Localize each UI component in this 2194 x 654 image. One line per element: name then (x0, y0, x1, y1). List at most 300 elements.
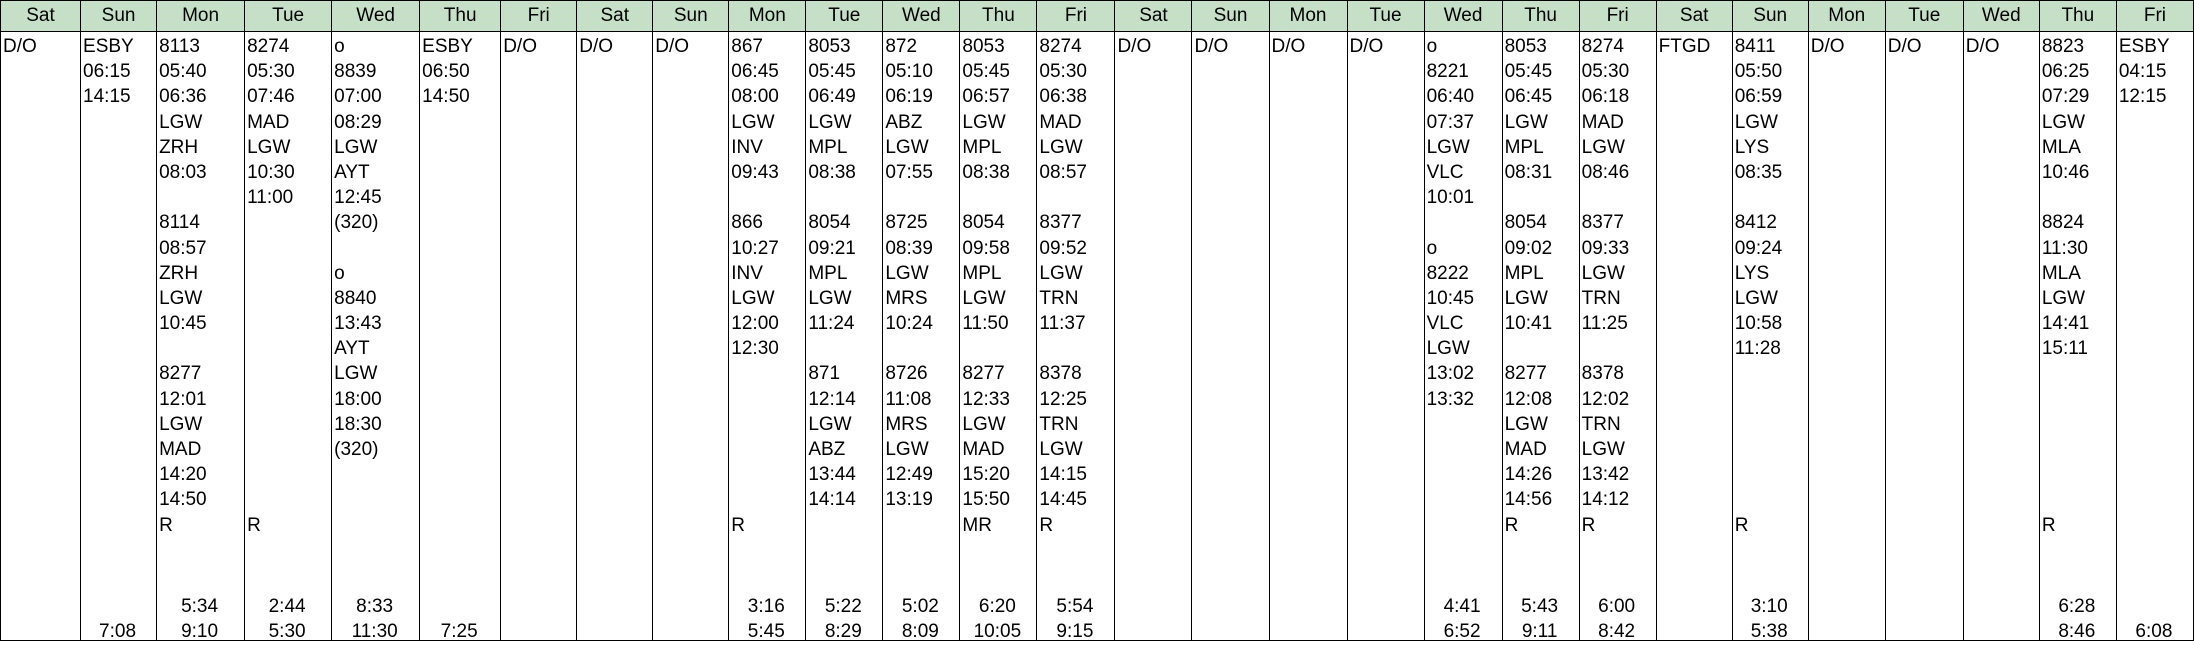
duty-line: 8725 (885, 212, 928, 234)
duty-time-total: 5:45 (747, 621, 785, 642)
day-cell (960, 32, 1037, 641)
duty-line: LGW (1039, 262, 1083, 284)
duty-line: R (2041, 514, 2056, 536)
day-cell (332, 32, 420, 641)
duty-line: 8274 (1039, 36, 1082, 57)
duty-line (1582, 185, 1655, 210)
duty-line (1505, 185, 1578, 210)
duty-line: LGW (2041, 287, 2086, 309)
flight-time-total: 5:54 (1056, 596, 1094, 617)
day-cell (653, 32, 729, 641)
duty-line: LGW (1039, 136, 1083, 158)
duty-line (731, 387, 804, 412)
duty-line: 12:49 (885, 464, 933, 486)
duty-row (1, 32, 2194, 641)
day-cell-content (577, 32, 652, 640)
duty-time-total: 5:30 (268, 621, 306, 642)
duty-line: LGW (885, 439, 929, 460)
duty-line (885, 336, 958, 361)
duty-line: 8277 (1504, 363, 1547, 385)
duty-line: D/O (1887, 36, 1922, 57)
flight-time-total: 6:20 (978, 596, 1016, 617)
duty-line: 10:30 (247, 161, 295, 183)
flight-time-total: 5:43 (1521, 596, 1559, 617)
duty-line: TRN (1039, 287, 1079, 309)
day-cell (1192, 32, 1269, 641)
duty-details (1039, 34, 1113, 538)
duty-line (962, 185, 1035, 210)
day-cell-content (1115, 32, 1191, 640)
duty-line: TRN (1581, 287, 1621, 309)
duty-line: 10:45 (159, 313, 207, 335)
duty-details (1659, 34, 1731, 59)
duty-time-total: 8:29 (824, 621, 862, 642)
duty-line: 12:14 (808, 388, 856, 410)
duty-line: 09:24 (1734, 237, 1783, 259)
duty-line: LGW (247, 136, 291, 158)
day-cell (1885, 32, 1963, 641)
duty-line: (320) (334, 439, 379, 460)
duty-details (1735, 34, 1807, 538)
duty-line: D/O (3, 36, 37, 57)
duty-line: 07:55 (885, 161, 933, 183)
day-cell-content (2117, 32, 2193, 640)
duty-time-total: 11:30 (351, 621, 398, 642)
day-header: Mon (729, 1, 806, 32)
day-header-row (1, 1, 2194, 32)
day-cell (1037, 32, 1115, 641)
duty-line: LGW (1504, 111, 1548, 133)
duty-line (247, 286, 330, 311)
duty-line: 10:27 (731, 237, 779, 259)
duty-line: 06:38 (1039, 86, 1087, 108)
duty-line: LGW (2041, 111, 2086, 133)
duty-details (1811, 34, 1884, 59)
day-cell-content (1037, 32, 1114, 640)
duty-line: LGW (1039, 439, 1083, 460)
duty-line: LGW (885, 136, 929, 158)
day-cell-content (883, 32, 959, 640)
duty-line: 8277 (159, 363, 202, 385)
duty-time-total: 8:42 (1598, 621, 1636, 642)
duty-line (2042, 412, 2115, 437)
flight-time-total: 6:28 (2058, 596, 2096, 617)
duty-line: D/O (1810, 36, 1845, 57)
duty-time-total: 8:46 (2058, 621, 2096, 642)
duty-line: D/O (1194, 36, 1229, 57)
duty-line: ABZ (808, 439, 846, 460)
duty-line: o (1426, 237, 1438, 259)
day-cell-content (1348, 32, 1424, 640)
duty-line: 07:00 (334, 86, 382, 108)
duty-line (1505, 336, 1578, 361)
duty-line: 06:15 (83, 61, 131, 83)
duty-line: 05:45 (1504, 61, 1553, 83)
day-header: Sat (1, 1, 81, 32)
duty-line: 866 (731, 212, 763, 234)
duty-line: MAD (1039, 111, 1082, 133)
duty-line (2042, 361, 2115, 386)
duty-line: 05:40 (159, 61, 207, 83)
duty-line: 13:42 (1581, 464, 1630, 486)
duty-line: 8411 (1734, 36, 1776, 57)
duty-line (808, 336, 881, 361)
day-cell-content (1733, 32, 1808, 640)
duty-details (1117, 34, 1190, 59)
duty-line: LGW (731, 111, 775, 133)
duty-line: 14:45 (1039, 489, 1087, 511)
duty-line (247, 236, 330, 261)
duty-line: VLC (1426, 161, 1464, 183)
duty-line: 14:15 (1039, 464, 1087, 486)
duty-line: 06:40 (1426, 86, 1475, 108)
duty-line: 10:24 (885, 313, 933, 335)
duty-line: 14:50 (422, 86, 470, 108)
day-header: Sun (1732, 1, 1808, 32)
duty-line: 12:30 (731, 338, 779, 360)
duty-line (247, 336, 330, 361)
day-header: Wed (883, 1, 960, 32)
duty-line (1582, 336, 1655, 361)
duty-line: D/O (1117, 36, 1152, 57)
duty-details (1427, 34, 1501, 412)
duty-line: LGW (1504, 413, 1548, 435)
duty-line (808, 185, 881, 210)
day-cell-content (245, 32, 331, 640)
duty-line: LGW (962, 111, 1006, 133)
duty-details (1194, 34, 1267, 59)
duty-line: o (1426, 36, 1438, 57)
duty-line: 06:49 (808, 86, 856, 108)
duty-line: 08:31 (1504, 161, 1553, 183)
flight-time-total: 3:16 (747, 596, 785, 617)
day-cell (577, 32, 653, 641)
duty-line: R (1504, 514, 1519, 536)
duty-line: 8377 (1581, 212, 1624, 234)
duty-line (159, 336, 243, 361)
duty-line (731, 361, 804, 386)
duty-line: 12:00 (731, 313, 779, 335)
duty-line: 8824 (2041, 212, 2085, 234)
duty-line: 14:41 (2041, 313, 2090, 335)
duty-line: LGW (159, 111, 203, 133)
duty-line: 8054 (962, 212, 1005, 234)
duty-line (247, 261, 330, 286)
duty-line (731, 412, 804, 437)
day-cell-content (1657, 32, 1732, 640)
duty-line: 13:02 (1426, 363, 1475, 385)
duty-line: 13:44 (808, 464, 856, 486)
duty-line: 08:00 (731, 86, 779, 108)
duty-line: 14:56 (1504, 489, 1553, 511)
duty-line: 8274 (1581, 36, 1624, 57)
day-cell-content (960, 32, 1036, 640)
duty-time-total: 7:25 (440, 621, 478, 642)
day-header: Tue (245, 1, 332, 32)
duty-line (1735, 462, 1807, 487)
duty-line (247, 210, 330, 235)
flight-time-total: 5:22 (824, 596, 862, 617)
duty-line: 872 (885, 36, 918, 57)
duty-line: 12:02 (1581, 388, 1630, 410)
duty-line: MRS (885, 287, 928, 309)
flight-time-total: 8:33 (356, 596, 394, 617)
duty-line (1735, 387, 1807, 412)
duty-line: 06:57 (962, 86, 1010, 108)
duty-line: D/O (1965, 36, 2000, 57)
duty-line: 09:21 (808, 237, 856, 259)
duty-line: 15:20 (962, 464, 1010, 486)
day-cell-content (1964, 32, 2039, 640)
duty-line: 09:43 (731, 161, 779, 183)
duty-line: 14:20 (159, 464, 207, 486)
duty-line: 09:58 (962, 237, 1010, 259)
duty-line: 07:29 (2041, 86, 2090, 108)
day-cell (2039, 32, 2116, 641)
day-cell-content (1809, 32, 1885, 640)
duty-line: 13:32 (1426, 388, 1475, 410)
day-header: Wed (332, 1, 420, 32)
day-header: Mon (157, 1, 245, 32)
duty-line: 8054 (1504, 212, 1547, 234)
duty-line: 867 (731, 36, 763, 57)
duty-line: 12:45 (334, 187, 382, 209)
duty-line: 12:25 (1039, 388, 1087, 410)
duty-line (2042, 487, 2115, 512)
day-header: Wed (1963, 1, 2039, 32)
day-header: Fri (1579, 1, 1656, 32)
duty-details (247, 34, 330, 538)
duty-line: 12:01 (159, 388, 207, 410)
duty-line: MAD (247, 111, 290, 133)
duty-line (1427, 210, 1501, 235)
duty-line: LGW (1734, 111, 1778, 133)
duty-line: MAD (159, 439, 202, 460)
flight-time-total: 4:41 (1443, 596, 1481, 617)
day-header: Mon (1808, 1, 1885, 32)
duty-line: LYS (1734, 262, 1770, 284)
duty-line: MPL (808, 136, 848, 158)
duty-line: LGW (962, 413, 1006, 435)
duty-line: 06:19 (885, 86, 933, 108)
duty-line (731, 462, 804, 487)
duty-line: 07:37 (1426, 111, 1475, 133)
duty-line: 05:30 (1039, 61, 1087, 83)
duty-line: 06:50 (422, 61, 470, 83)
day-header: Fri (501, 1, 577, 32)
duty-line (1039, 185, 1113, 210)
duty-line: 08:57 (1039, 161, 1087, 183)
duty-details (503, 34, 575, 59)
day-cell-content (420, 32, 500, 640)
duty-details (1966, 34, 2038, 59)
duty-line: 11:00 (247, 187, 294, 209)
duty-details (1350, 34, 1423, 59)
duty-line: 13:19 (885, 489, 933, 511)
day-cell-content (1, 32, 80, 640)
duty-line: INV (731, 262, 763, 284)
day-header: Sat (577, 1, 653, 32)
duty-line: MPL (808, 262, 848, 284)
duty-line: R (1734, 514, 1749, 536)
duty-line: ESBY (422, 36, 473, 57)
duty-details (2042, 34, 2115, 538)
duty-line: 05:50 (1734, 61, 1783, 83)
duty-line: 8113 (159, 36, 200, 57)
duty-line (731, 185, 804, 210)
duty-line: 08:57 (159, 237, 207, 259)
duty-line: MRS (885, 413, 928, 435)
day-cell-content (729, 32, 805, 640)
duty-line: 10:41 (1504, 313, 1553, 335)
duty-line: 8274 (247, 36, 290, 57)
day-header: Thu (1502, 1, 1579, 32)
flight-time-total: 3:10 (1750, 596, 1788, 617)
duty-line: MAD (962, 439, 1005, 460)
duty-line: INV (731, 136, 763, 158)
duty-line: 8412 (1734, 212, 1777, 234)
duty-line: ESBY (2118, 36, 2170, 57)
duty-line: (320) (334, 212, 379, 234)
duty-line: VLC (1426, 313, 1464, 335)
duty-line (247, 437, 330, 462)
duty-line: o (334, 262, 345, 284)
duty-line: 05:30 (1581, 61, 1630, 83)
duty-line (247, 361, 330, 386)
duty-time-total: 9:10 (181, 621, 219, 642)
day-header: Thu (2039, 1, 2116, 32)
day-cell-content (1886, 32, 1963, 640)
duty-line: o (334, 36, 345, 57)
duty-line: LGW (1426, 136, 1470, 158)
day-cell (1963, 32, 2039, 641)
day-cell (157, 32, 245, 641)
duty-time-total: 7:08 (99, 621, 137, 642)
day-cell (1115, 32, 1192, 641)
duty-time-total: 9:11 (1521, 621, 1558, 642)
duty-line: LGW (808, 287, 852, 309)
duty-line: 08:46 (1581, 161, 1630, 183)
day-cell-content (2040, 32, 2116, 640)
duty-line (247, 462, 330, 487)
duty-line: 8053 (808, 36, 851, 57)
duty-line (2042, 437, 2115, 462)
duty-line: LGW (1504, 287, 1548, 309)
duty-line: 8114 (159, 212, 200, 234)
duty-line: 14:50 (159, 489, 207, 511)
duty-line: MPL (962, 262, 1002, 284)
duty-line: 8839 (334, 61, 377, 83)
duty-line (334, 236, 418, 261)
duty-line: 08:03 (159, 161, 207, 183)
day-header: Sat (1115, 1, 1192, 32)
duty-line: 06:45 (1504, 86, 1553, 108)
duty-line: AYT (334, 161, 370, 183)
duty-line: MLA (2041, 136, 2081, 158)
duty-time-total: 5:38 (1750, 621, 1788, 642)
day-cell (81, 32, 157, 641)
duty-line: D/O (503, 36, 537, 57)
duty-time-total: 8:09 (901, 621, 939, 642)
duty-line: 15:11 (2041, 338, 2088, 360)
duty-line: 06:59 (1734, 86, 1783, 108)
duty-line: MPL (1504, 262, 1544, 284)
duty-details (334, 34, 418, 462)
day-header: Sun (1192, 1, 1269, 32)
day-cell (729, 32, 806, 641)
day-header: Sun (81, 1, 157, 32)
duty-line: LGW (808, 413, 852, 435)
duty-line: R (159, 514, 173, 536)
duty-line: 8840 (334, 287, 377, 309)
duty-line: 8053 (962, 36, 1005, 57)
duty-line: 18:00 (334, 388, 382, 410)
day-cell-content (1192, 32, 1268, 640)
day-header: Tue (806, 1, 883, 32)
duty-time-total: 6:52 (1443, 621, 1481, 642)
duty-line: 09:33 (1581, 237, 1630, 259)
day-cell-content (1425, 32, 1502, 640)
duty-line: 14:12 (1581, 489, 1630, 511)
duty-details (962, 34, 1035, 538)
day-cell (1, 32, 81, 641)
duty-line (1735, 185, 1807, 210)
duty-line: 18:30 (334, 413, 382, 435)
flight-time-total: 5:02 (901, 596, 939, 617)
duty-line: 08:29 (334, 111, 382, 133)
duty-line: 8054 (808, 212, 851, 234)
day-cell (883, 32, 960, 641)
duty-line: D/O (579, 36, 613, 57)
day-header: Thu (420, 1, 501, 32)
day-header: Tue (1347, 1, 1424, 32)
duty-line: 05:45 (808, 61, 856, 83)
duty-line: MAD (1581, 111, 1624, 133)
day-cell-content (653, 32, 728, 640)
day-header: Fri (2116, 1, 2193, 32)
duty-time-total: 10:05 (973, 621, 1022, 642)
duty-line: 10:58 (1734, 313, 1783, 335)
duty-line: 8222 (1426, 262, 1469, 284)
duty-line: 08:39 (885, 237, 933, 259)
day-cell-content (1503, 32, 1579, 640)
duty-line: 11:08 (885, 388, 932, 410)
duty-line: MLA (2041, 262, 2081, 284)
duty-line: 11:28 (1734, 338, 1781, 360)
duty-line: 05:45 (962, 61, 1010, 83)
flight-time-total: 6:00 (1598, 596, 1636, 617)
day-cell-content (806, 32, 882, 640)
duty-line: 06:25 (2041, 61, 2090, 83)
day-header: Wed (1424, 1, 1502, 32)
day-cell (1502, 32, 1579, 641)
duty-line: R (731, 514, 746, 536)
duty-line: 871 (808, 363, 841, 385)
duty-line: TRN (1039, 413, 1079, 435)
day-cell (1732, 32, 1808, 641)
duty-line: 08:38 (962, 161, 1010, 183)
duty-line (159, 185, 243, 210)
duty-line: 05:10 (885, 61, 933, 83)
duty-line (1735, 361, 1807, 386)
duty-details (579, 34, 651, 59)
duty-line: LGW (808, 111, 852, 133)
duty-line: LGW (1581, 439, 1625, 460)
duty-line: 06:45 (731, 61, 779, 83)
duty-line: MR (962, 514, 992, 536)
duty-line: D/O (1349, 36, 1384, 57)
duty-line: 06:36 (159, 86, 207, 108)
